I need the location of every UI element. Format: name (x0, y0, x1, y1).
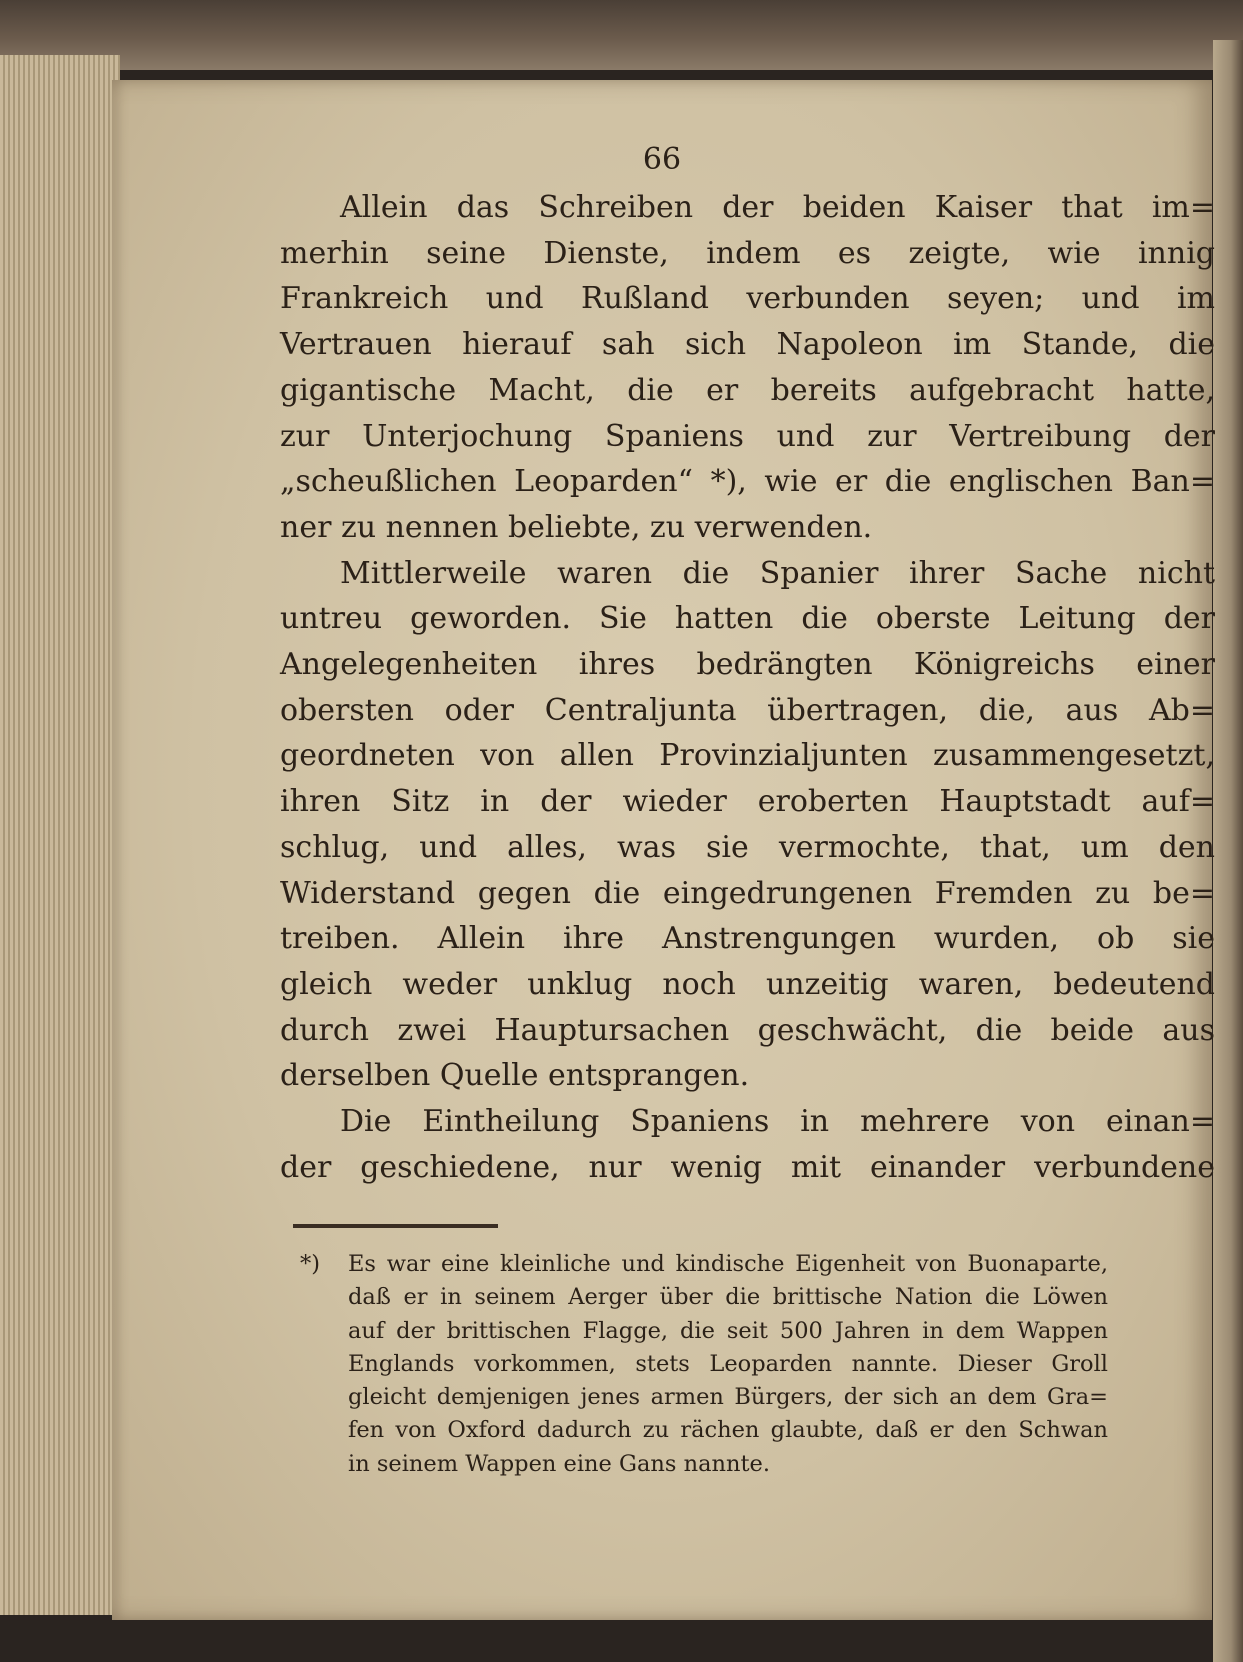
body-line: Die Eintheilung Spaniens in mehrere von einan= (340, 1104, 1215, 1140)
footnote-line: daß er in seinem Aerger über die brittische Nation die Löwen (348, 1284, 1108, 1311)
body-line: geordneten von allen Provinzialjunten zusammengesetzt, (280, 738, 1215, 774)
body-line: Widerstand gegen die eingedrungenen Fremden zu be= (280, 875, 1215, 911)
body-line: ner zu nennen beliebte, zu verwenden. (280, 509, 873, 545)
footnote (300, 1248, 1108, 1481)
body-line: Mittlerweile waren die Spanier ihrer Sache nicht (340, 555, 1215, 591)
page-stack-edges (0, 55, 120, 1615)
body-line: ihren Sitz in der wieder eroberten Hauptstadt auf= (280, 784, 1215, 820)
body-text (280, 185, 1215, 1190)
body-line: Angelegenheiten ihres bedrängten Königreichs einer (280, 647, 1215, 683)
body-line: zur Unterjochung Spaniens und zur Vertreibung der (280, 418, 1215, 454)
body-line: schlug, und alles, was sie vermochte, that, um den (280, 829, 1215, 865)
body-line: Allein das Schreiben der beiden Kaiser that im= (340, 190, 1215, 225)
book-gutter (1213, 40, 1243, 1662)
body-line: Frankreich und Rußland verbunden seyen; und im (280, 281, 1215, 317)
body-line: treiben. Allein ihre Anstrengungen wurden, ob sie (280, 921, 1215, 957)
body-line: derselben Quelle entsprangen. (280, 1058, 750, 1094)
footnote-line-text: Es war eine kleinliche und kindische Eigenheit von Buonaparte, (348, 1251, 1108, 1277)
book-top-edge (0, 0, 1243, 70)
footnote-rule (293, 1224, 498, 1228)
footnote-line: in seinem Wappen eine Gans nannte. (348, 1450, 770, 1477)
footnote-line: fen von Oxford dadurch zu rächen glaubte, daß er den Schwan (348, 1417, 1108, 1444)
footnote-marker: *) (300, 1251, 321, 1277)
footnote-line: Englands vorkommen, stets Leoparden nannte. Dieser Groll (348, 1350, 1108, 1377)
page-number: 66 (642, 142, 682, 177)
body-line: durch zwei Hauptursachen geschwächt, die beide aus (280, 1012, 1215, 1048)
body-line: untreu geworden. Sie hatten die oberste Leitung der (280, 601, 1215, 637)
footnote-line (300, 1248, 1108, 1281)
footnote-line: auf der brittischen Flagge, die seit 500 Jahren in dem Wappen (348, 1317, 1108, 1344)
footnote-line: gleicht demjenigen jenes armen Bürgers, der sich an dem Gra= (348, 1384, 1108, 1411)
body-line: merhin seine Dienste, indem es zeigte, wie innig (280, 235, 1215, 271)
body-line: obersten oder Centraljunta übertragen, die, aus Ab= (280, 692, 1215, 728)
body-line: der geschiedene, nur wenig mit einander verbundene (280, 1149, 1215, 1185)
body-line: gigantische Macht, die er bereits aufgebracht hatte, (280, 372, 1215, 408)
body-line: gleich weder unklug noch unzeitig waren, bedeutend (280, 966, 1215, 1002)
body-line: „scheußlichen Leoparden“ *), wie er die englischen Ban= (280, 464, 1215, 500)
body-line: Vertrauen hierauf sah sich Napoleon im Stande, die (280, 327, 1215, 363)
